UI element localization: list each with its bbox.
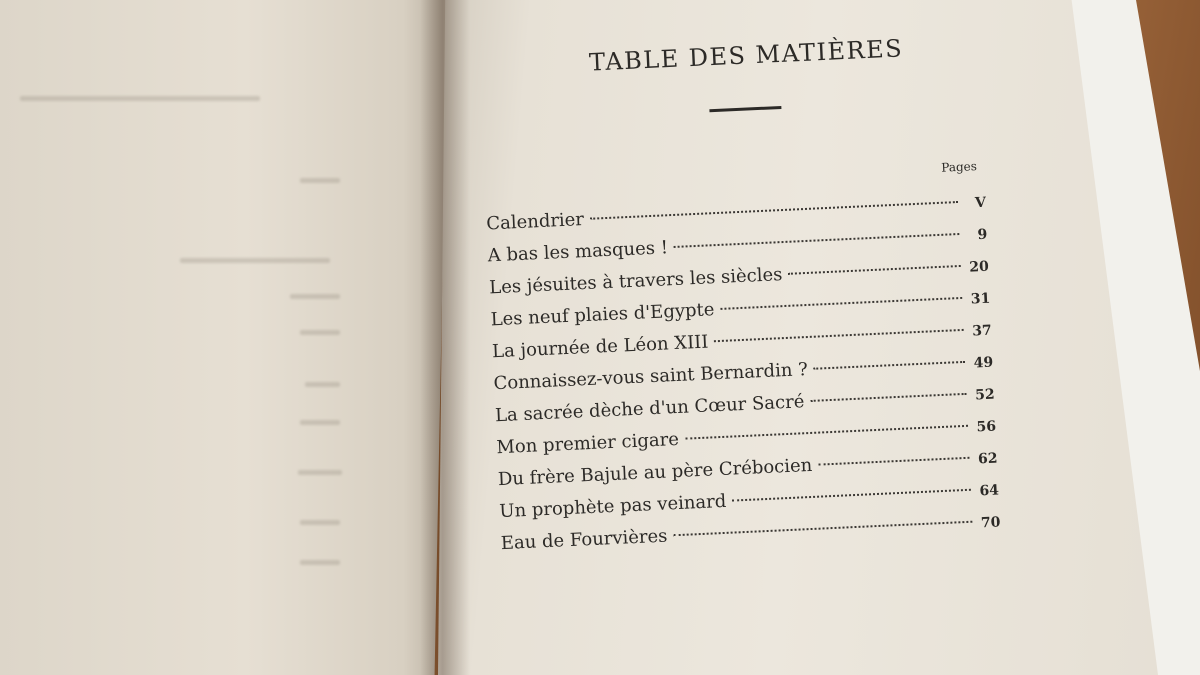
toc-entry-page: V	[974, 194, 987, 212]
toc-entry-page: 62	[977, 450, 998, 468]
toc-entry-label: Calendrier	[485, 209, 585, 235]
dot-leader	[788, 265, 961, 275]
dot-leader	[810, 393, 966, 402]
toc-entry-label: Eau de Fourvières	[500, 525, 668, 555]
toc-entry-page: 37	[971, 322, 993, 340]
dot-leader	[674, 233, 959, 248]
dot-leader	[714, 329, 963, 342]
toc-entry-label: La journée de Léon XIII	[491, 331, 709, 363]
dot-leader	[590, 201, 958, 220]
toc-entry-label: A bas les masques !	[487, 237, 669, 267]
title-rule	[709, 106, 781, 112]
toc-entry-label: Les neuf plaies d'Egypte	[490, 299, 715, 331]
toc-entry-label: Connaissez-vous saint Bernardin ?	[493, 359, 809, 395]
toc-entry-label: Mon premier cigare	[496, 428, 680, 459]
table-of-contents	[470, 15, 1057, 640]
toc-entry-label: Du frère Bajule au père Crébocien	[497, 454, 813, 491]
toc-entry-page: 20	[968, 258, 990, 276]
pages-column-label: Pages	[940, 159, 978, 175]
book-gutter-shadow	[420, 0, 470, 675]
toc-entry-page: 64	[979, 482, 1000, 500]
dot-leader	[673, 521, 972, 537]
dot-leader	[818, 457, 969, 466]
dot-leader	[814, 361, 965, 370]
toc-entry-page: 52	[974, 386, 995, 404]
toc-entry-label: Un prophète pas veinard	[498, 490, 727, 523]
dot-leader	[720, 297, 962, 310]
toc-entry-page: 31	[970, 290, 991, 308]
toc-entry-page: 56	[976, 418, 997, 436]
show-through-text	[0, 0, 448, 675]
left-book-page	[0, 0, 448, 675]
dot-leader	[685, 425, 968, 440]
toc-entry-page: 49	[973, 354, 994, 372]
toc-entry-label: La sacrée dèche d'un Cœur Sacré	[494, 391, 805, 427]
dot-leader	[732, 489, 971, 502]
page-title: TABLE DES MATIÈRES	[588, 34, 904, 77]
toc-entry-page: 70	[980, 514, 1001, 532]
toc-entry-label: Les jésuites à travers les siècles	[488, 264, 783, 299]
toc-entry-page: 9	[977, 226, 988, 244]
